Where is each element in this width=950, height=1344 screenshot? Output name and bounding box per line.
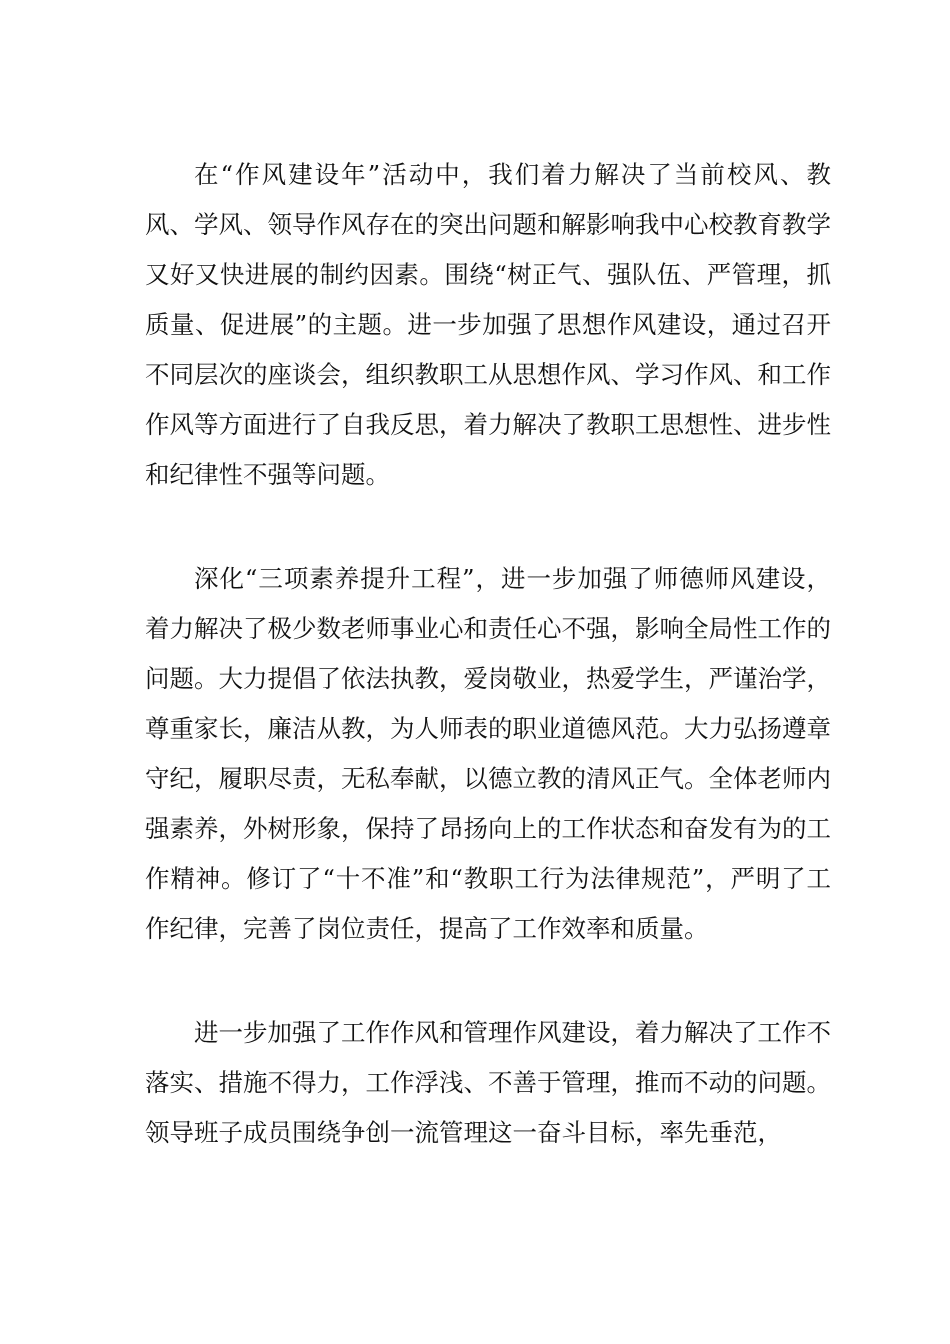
paragraph-2: 深化“三项素养提升工程”，进一步加强了师德师风建设，着力解决了极少数老师事业心和责任心不强，影响全局性工作的问题。大力提倡了依法执教，爱岗敬业，热爱学生，严谨治学，尊重家长，廉洁从教，为人师表的职业道德风范。大力弘扬遵章守纪，履职尽责，无私奉献，以德立教的清风正气。全体老师内强素养，外树形象，保持了昂扬向上的工作状态和奋发有为的工作精神。修订了“十不准”和“教职工行为法律规范”，严明了工作纪律，完善了岗位责任，提高了工作效率和质量。	[145, 564, 831, 943]
paragraph-3: 进一步加强了工作作风和管理作风建设，着力解决了工作不落实、措施不得力，工作浮浅、不善于管理，推而不动的问题。领导班子成员围绕争创一流管理这一奋斗目标，率先垂范，	[145, 1018, 831, 1147]
document-body	[145, 150, 831, 1212]
paragraph-1: 在“作风建设年”活动中，我们着力解决了当前校风、教风、学风、领导作风存在的突出问题和解影响我中心校教育教学又好又快进展的制约因素。围绕“树正气、强队伍、严管理，抓质量、促进展”的主题。进一步加强了思想作风建设，通过召开不同层次的座谈会，组织教职工从思想作风、学习作风、和工作作风等方面进行了自我反思，着力解决了教职工思想性、进步性和纪律性不强等问题。	[145, 160, 831, 489]
